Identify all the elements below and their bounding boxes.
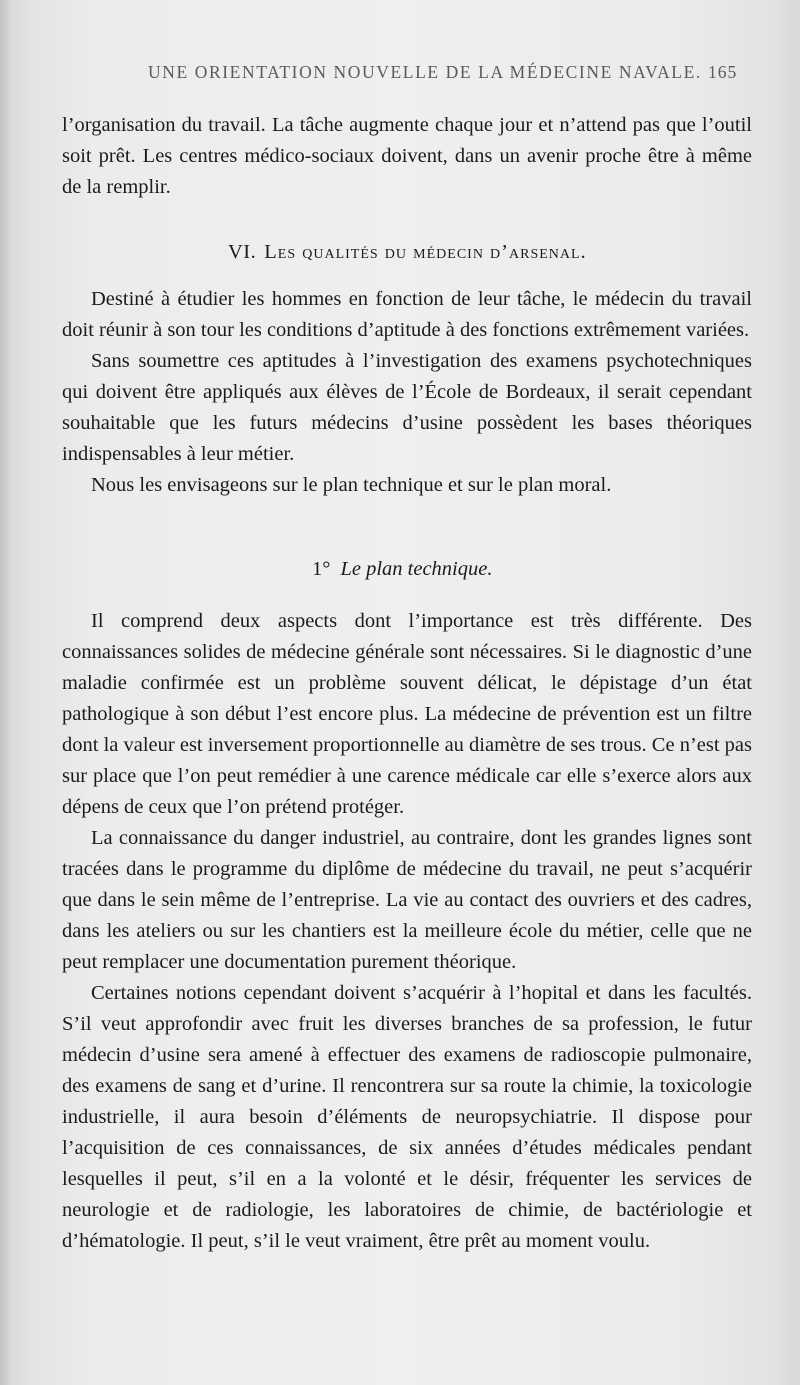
paragraph: Nous les envisageons sur le plan technique et sur le plan moral.	[91, 474, 612, 496]
section-title: Les qualités du médecin d’arsenal.	[264, 241, 587, 263]
paragraph: La connaissance du danger industriel, au contraire, dont les grandes lignes sont tracées dans le programme du diplôme de médecine du travail, ne peut s’acquérir que dans le sein même de l’entreprise. La vie au contact des ouvriers et des cadres, dans les ateliers ou sur les chantiers est la meilleure école du métier, celle que ne peut remplacer une documentation purement théorique.	[62, 827, 752, 973]
paragraph: Il comprend deux aspects dont l’importance est très différente. Des connaissances solides de médecine générale sont nécessaires. Si le diagnostic d’une maladie confirmée est un problème souvent délicat, le dépistage d’un état pathologique à son début l’est encore plus. La médecine de prévention est un filtre dont la valeur est inversement proportionnelle au diamètre de ses trous. Ce n’est pas sur place que l’on peut remédier à une carence médicale car elle s’exerce alors aux dépens de ceux que l’on prétend protéger.	[62, 610, 752, 818]
subsection-heading	[312, 558, 492, 581]
subsection-body	[62, 606, 752, 1257]
subsection-title: Le plan technique.	[340, 558, 493, 580]
section-body	[62, 284, 752, 501]
section-numeral: VI.	[228, 241, 257, 263]
paragraph: Destiné à étudier les hommes en fonction de leur tâche, le médecin du travail doit réunir à son tour les conditions d’aptitude à des fonctions extrêmement variées.	[62, 288, 752, 341]
paragraph: Certaines notions cependant doivent s’acquérir à l’hopital et dans les facultés. S’il veut approfondir avec fruit les diverses branches de sa profession, le futur médecin d’usine sera amené à effectuer des examens de radioscopie pulmonaire, des examens de sang et d’urine. Il rencontrera sur sa route la chimie, la toxicologie industrielle, il aura besoin d’éléments de neuropsychiatrie. Il dispose pour l’acquisition de ces connaissances, de six années d’études médicales pendant lesquelles il peut, s’il en a la volonté et le désir, fréquenter les services de neurologie et de radiologie, les laboratoires de chimie, de bactériologie et d’hématologie. Il peut, s’il le veut vraiment, être prêt au moment voulu.	[62, 982, 752, 1252]
paragraph: Sans soumettre ces aptitudes à l’investigation des examens psychotechniques qui doivent être appliqués aux élèves de l’École de Bordeaux, il serait cependant souhaitable que les futurs médecins d’usine possèdent les bases théoriques indispensables à leur métier.	[62, 350, 752, 465]
page-number: 165	[708, 62, 738, 82]
paragraph: l’organisation du travail. La tâche augmente chaque jour et n’attend pas que l’outil soit prêt. Les centres médico-sociaux doivent, dans un avenir proche être à même de la remplir.	[62, 114, 752, 198]
subsection-number: 1°	[312, 558, 331, 580]
running-head: UNE ORIENTATION NOUVELLE DE LA MÉDECINE NAVALE.	[148, 62, 702, 82]
section-heading	[228, 241, 587, 264]
opening-paragraph-block	[62, 110, 752, 203]
